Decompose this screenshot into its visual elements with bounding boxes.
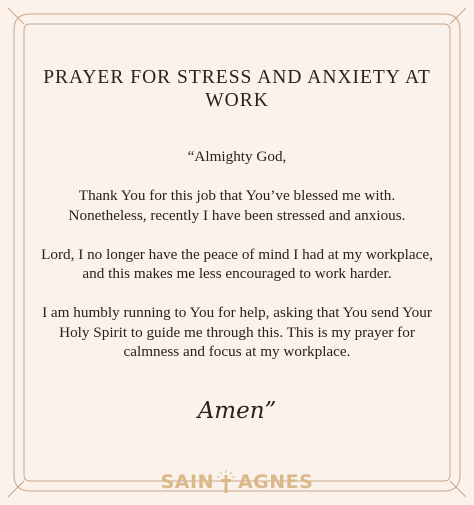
prayer-paragraph-2: Lord, I no longer have the peace of mind I had at my workplace, and this makes me less encouraged to work harder. (41, 245, 433, 282)
prayer-body (40, 147, 434, 381)
prayer-salutation: “Almighty God, (187, 148, 287, 165)
prayer-paragraph-3: I am humbly running to You for help, asking that You send Your Holy Spirit to guide me through this. This is my prayer for calmness and focus at my workplace. (42, 304, 432, 360)
brand-name-right: AGNES (237, 471, 314, 493)
cross-icon (216, 470, 236, 494)
prayer-title: PRAYER FOR STRESS AND ANXIETY AT WORK (43, 67, 431, 111)
brand-logo (0, 470, 474, 494)
brand-name-left: SAIN (160, 471, 214, 493)
prayer-paragraph-1: Thank You for this job that You’ve blessed me with. Nonetheless, recently I have been stressed and anxious. (68, 187, 406, 224)
prayer-closing: Amen” (197, 398, 277, 424)
